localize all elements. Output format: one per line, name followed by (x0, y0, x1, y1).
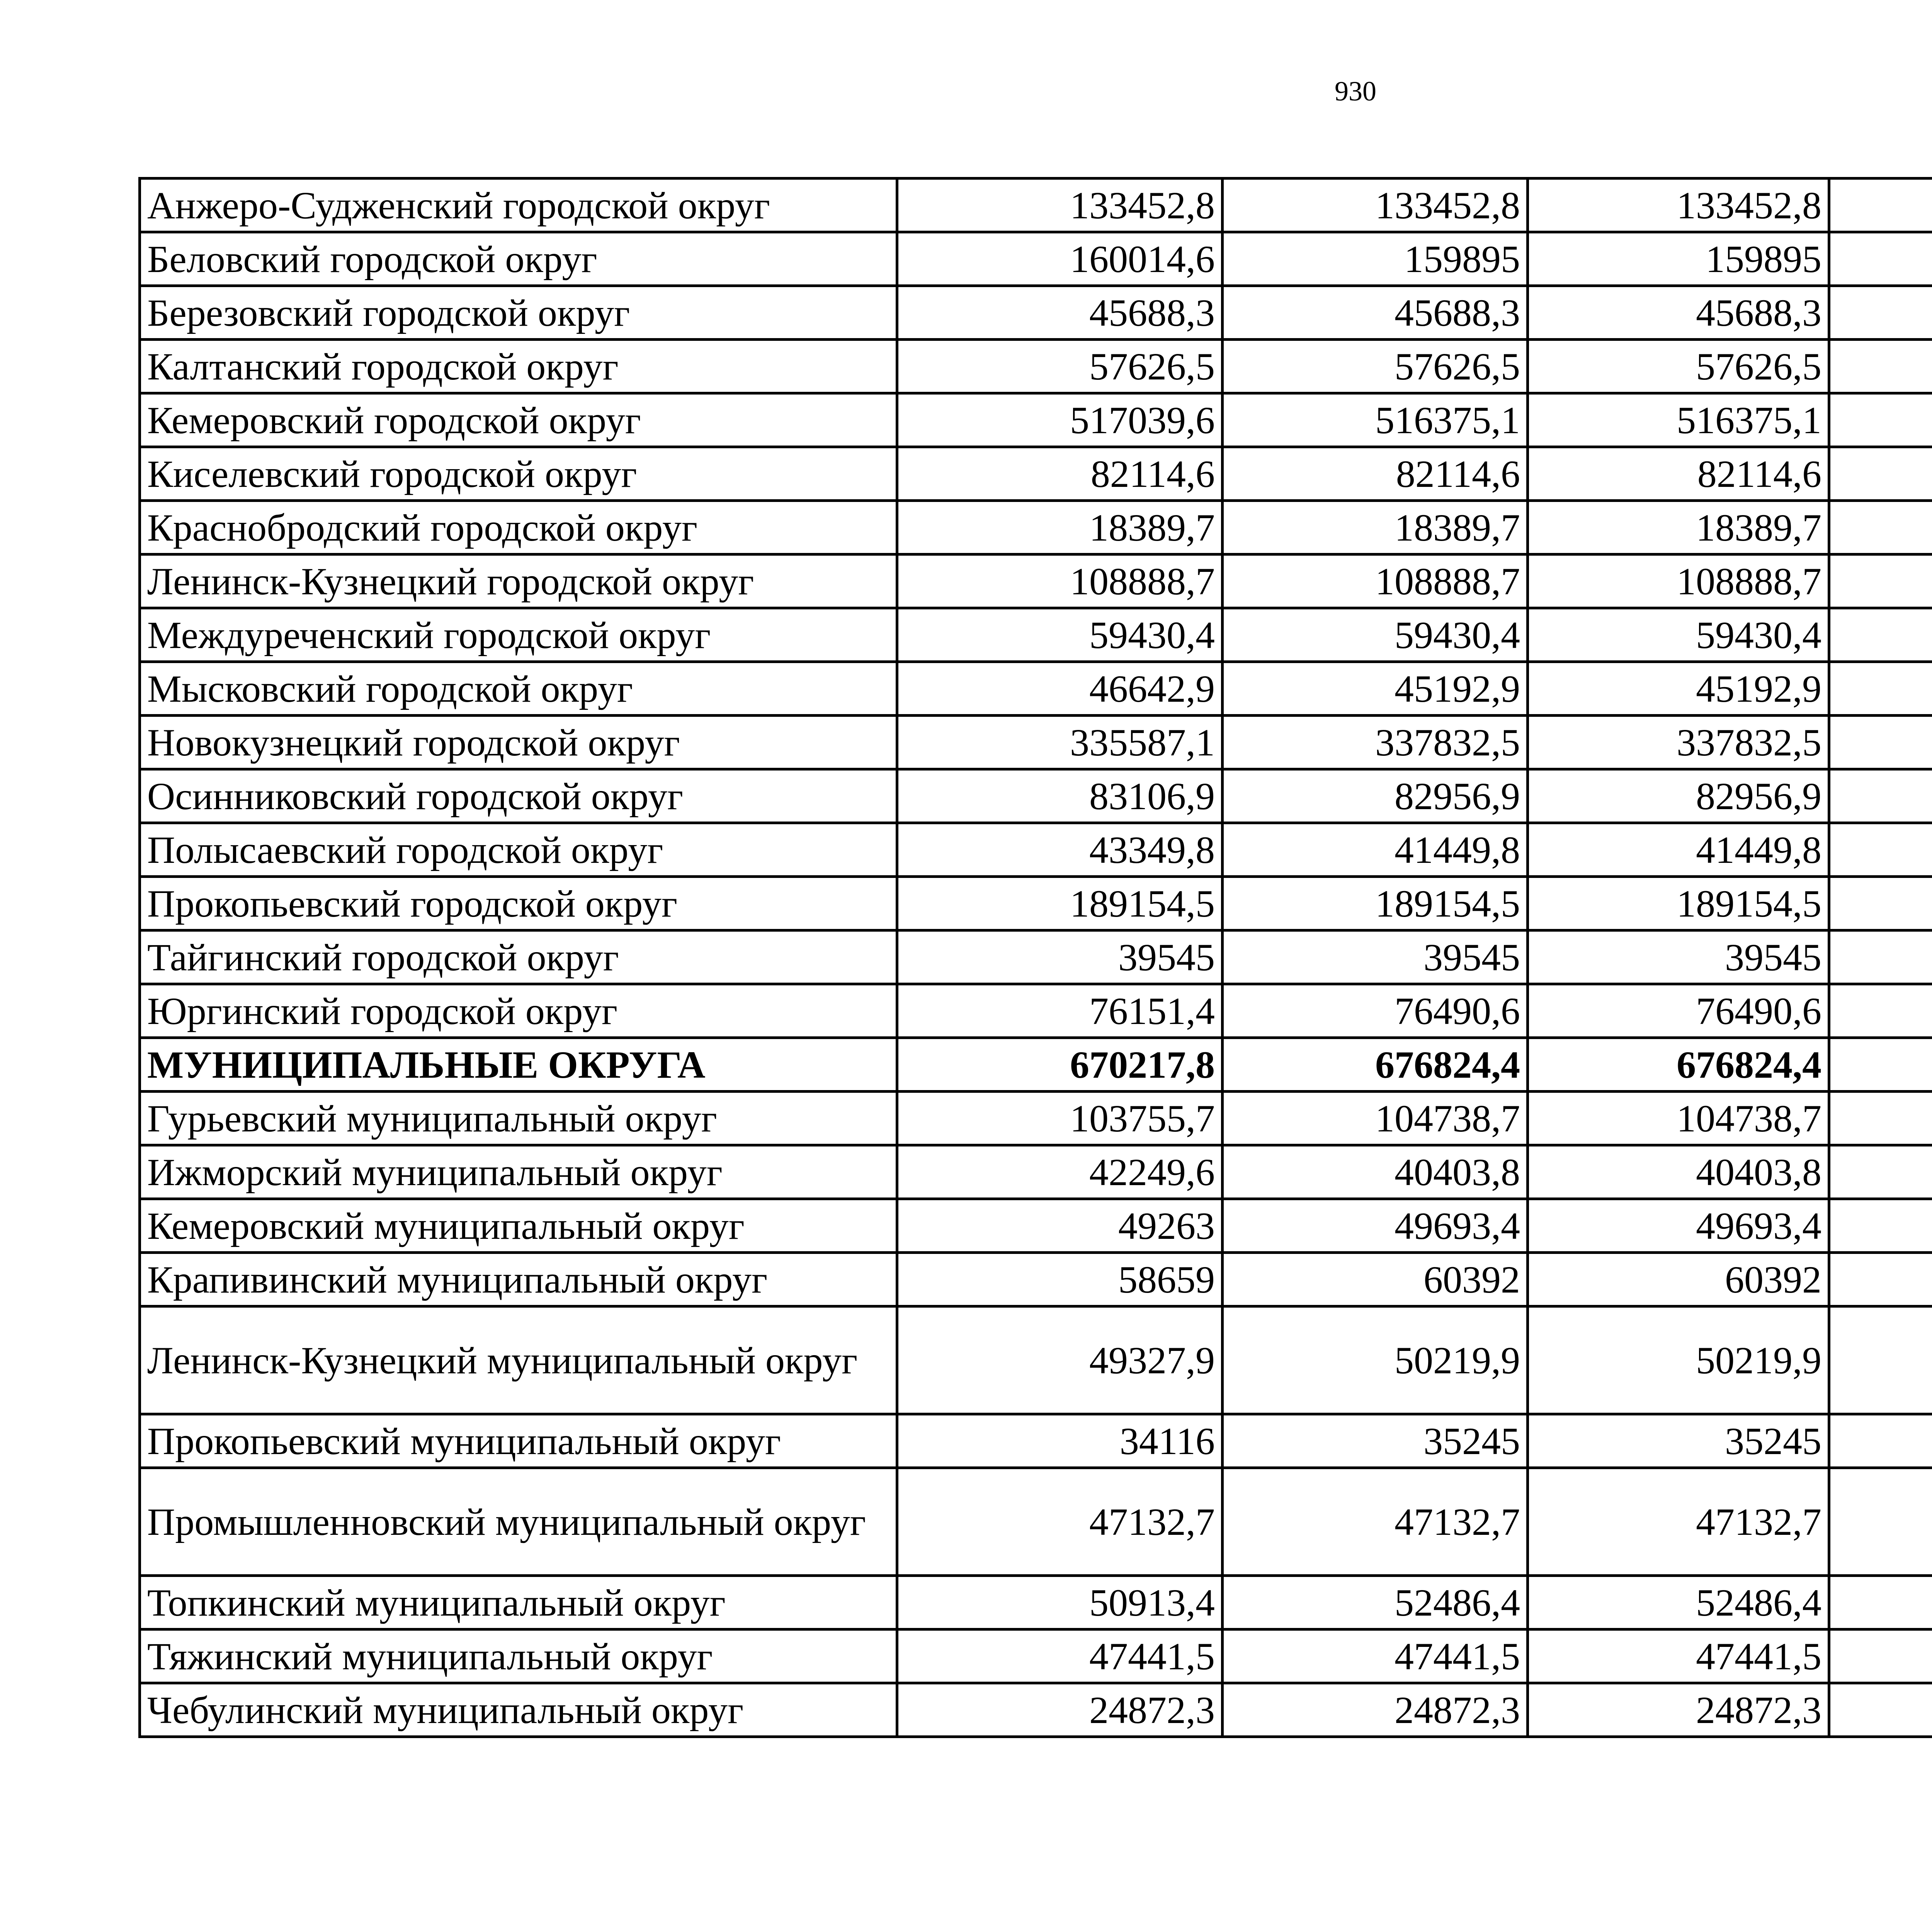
row-name-cell: Междуреченский городской округ (140, 608, 897, 662)
value-cell: 670217,8 (897, 1038, 1223, 1092)
table-row (140, 393, 1932, 447)
row-name-cell: Крапивинский муниципальный округ (140, 1253, 897, 1306)
row-name-cell: Юргинский городской округ (140, 984, 897, 1038)
value-cell: 59430,4 (1528, 608, 1829, 662)
value-cell: 82114,6 (1528, 447, 1829, 501)
value-cell: 49693,4 (1528, 1199, 1829, 1253)
row-name-cell: Топкинский муниципальный округ (140, 1576, 897, 1630)
value-cell (1829, 1092, 1932, 1145)
value-cell (1829, 716, 1932, 769)
budget-table (138, 177, 1932, 1738)
page-number: 930 (1335, 76, 1376, 107)
value-cell: 47441,5 (1528, 1630, 1829, 1683)
table-row (140, 662, 1932, 716)
value-cell: 676824,4 (1223, 1038, 1528, 1092)
table-row (140, 286, 1932, 340)
table-row (140, 823, 1932, 877)
value-cell: 60392 (1223, 1253, 1528, 1306)
row-name-cell: Березовский городской округ (140, 286, 897, 340)
value-cell: 39545 (1528, 930, 1829, 984)
value-cell: 159895 (1223, 232, 1528, 286)
value-cell: 57626,5 (897, 340, 1223, 393)
value-cell: 337832,5 (1528, 716, 1829, 769)
value-cell: 24872,3 (1223, 1683, 1528, 1737)
value-cell: 335587,1 (897, 716, 1223, 769)
row-name-cell: Гурьевский муниципальный округ (140, 1092, 897, 1145)
value-cell: 82956,9 (1528, 769, 1829, 823)
table-body (140, 179, 1932, 1737)
table-row (140, 608, 1932, 662)
row-name-cell: Тайгинский городской округ (140, 930, 897, 984)
table-row (140, 1092, 1932, 1145)
value-cell: 83106,9 (897, 769, 1223, 823)
value-cell: 40403,8 (1528, 1145, 1829, 1199)
table-row (140, 1414, 1932, 1468)
value-cell: 76490,6 (1223, 984, 1528, 1038)
value-cell: 45688,3 (897, 286, 1223, 340)
value-cell: 41449,8 (1223, 823, 1528, 877)
value-cell: 189154,5 (1528, 877, 1829, 930)
value-cell: 133452,8 (897, 179, 1223, 232)
value-cell: 82114,6 (1223, 447, 1528, 501)
row-name-cell: МУНИЦИПАЛЬНЫЕ ОКРУГА (140, 1038, 897, 1092)
value-cell: 24872,3 (897, 1683, 1223, 1737)
value-cell (1829, 1630, 1932, 1683)
value-cell (1829, 501, 1932, 555)
value-cell (1829, 1253, 1932, 1306)
value-cell (1829, 769, 1932, 823)
value-cell (1829, 447, 1932, 501)
value-cell: 133452,8 (1528, 179, 1829, 232)
table-row (140, 1253, 1932, 1306)
table-row (140, 1576, 1932, 1630)
value-cell (1829, 1306, 1932, 1414)
value-cell: 49327,9 (897, 1306, 1223, 1414)
value-cell: 160014,6 (897, 232, 1223, 286)
value-cell: 517039,6 (897, 393, 1223, 447)
value-cell: 42249,6 (897, 1145, 1223, 1199)
row-name-cell: Прокопьевский городской округ (140, 877, 897, 930)
value-cell (1829, 1038, 1932, 1092)
value-cell: 676824,4 (1528, 1038, 1829, 1092)
value-cell (1829, 179, 1932, 232)
value-cell (1829, 1145, 1932, 1199)
value-cell: 47132,7 (1528, 1468, 1829, 1576)
value-cell (1829, 1683, 1932, 1737)
value-cell: 52486,4 (1223, 1576, 1528, 1630)
value-cell: 47132,7 (897, 1468, 1223, 1576)
table-row (140, 716, 1932, 769)
table-row (140, 1038, 1932, 1092)
row-name-cell: Полысаевский городской округ (140, 823, 897, 877)
value-cell: 337832,5 (1223, 716, 1528, 769)
table-row (140, 1306, 1932, 1414)
value-cell: 108888,7 (1528, 555, 1829, 608)
value-cell: 39545 (1223, 930, 1528, 984)
value-cell: 46642,9 (897, 662, 1223, 716)
value-cell: 104738,7 (1528, 1092, 1829, 1145)
value-cell: 45688,3 (1528, 286, 1829, 340)
value-cell: 52486,4 (1528, 1576, 1829, 1630)
value-cell: 50913,4 (897, 1576, 1223, 1630)
value-cell: 133452,8 (1223, 179, 1528, 232)
value-cell: 45688,3 (1223, 286, 1528, 340)
value-cell (1829, 393, 1932, 447)
value-cell: 108888,7 (897, 555, 1223, 608)
table-row (140, 877, 1932, 930)
table-row (140, 930, 1932, 984)
value-cell: 35245 (1223, 1414, 1528, 1468)
table-row (140, 501, 1932, 555)
row-name-cell: Мысковский городской округ (140, 662, 897, 716)
value-cell (1829, 286, 1932, 340)
value-cell (1829, 232, 1932, 286)
value-cell (1829, 555, 1932, 608)
value-cell: 516375,1 (1528, 393, 1829, 447)
value-cell: 45192,9 (1528, 662, 1829, 716)
value-cell: 50219,9 (1223, 1306, 1528, 1414)
row-name-cell: Беловский городской округ (140, 232, 897, 286)
row-name-cell: Ленинск-Кузнецкий муниципальный округ (140, 1306, 897, 1414)
value-cell: 47441,5 (897, 1630, 1223, 1683)
table-row (140, 984, 1932, 1038)
table-row (140, 555, 1932, 608)
table-row (140, 447, 1932, 501)
table-row (140, 179, 1932, 232)
value-cell: 76490,6 (1528, 984, 1829, 1038)
value-cell: 189154,5 (897, 877, 1223, 930)
value-cell: 18389,7 (1223, 501, 1528, 555)
row-name-cell: Краснобродский городской округ (140, 501, 897, 555)
table-row (140, 769, 1932, 823)
table-row (140, 232, 1932, 286)
value-cell: 189154,5 (1223, 877, 1528, 930)
value-cell: 50219,9 (1528, 1306, 1829, 1414)
value-cell: 82114,6 (897, 447, 1223, 501)
value-cell: 57626,5 (1528, 340, 1829, 393)
value-cell: 516375,1 (1223, 393, 1528, 447)
row-name-cell: Ленинск-Кузнецкий городской округ (140, 555, 897, 608)
value-cell: 82956,9 (1223, 769, 1528, 823)
value-cell: 103755,7 (897, 1092, 1223, 1145)
value-cell: 45192,9 (1223, 662, 1528, 716)
row-name-cell: Тяжинский муниципальный округ (140, 1630, 897, 1683)
row-name-cell: Прокопьевский муниципальный округ (140, 1414, 897, 1468)
row-name-cell: Новокузнецкий городской округ (140, 716, 897, 769)
value-cell: 35245 (1528, 1414, 1829, 1468)
row-name-cell: Кемеровский муниципальный округ (140, 1199, 897, 1253)
value-cell: 47441,5 (1223, 1630, 1528, 1683)
value-cell: 34116 (897, 1414, 1223, 1468)
value-cell: 159895 (1528, 232, 1829, 286)
value-cell: 40403,8 (1223, 1145, 1528, 1199)
value-cell: 108888,7 (1223, 555, 1528, 608)
value-cell (1829, 608, 1932, 662)
value-cell (1829, 984, 1932, 1038)
table-row (140, 340, 1932, 393)
value-cell: 104738,7 (1223, 1092, 1528, 1145)
table-row (140, 1683, 1932, 1737)
row-name-cell: Калтанский городской округ (140, 340, 897, 393)
row-name-cell: Ижморский муниципальный округ (140, 1145, 897, 1199)
value-cell: 18389,7 (897, 501, 1223, 555)
row-name-cell: Киселевский городской округ (140, 447, 897, 501)
value-cell: 41449,8 (1528, 823, 1829, 877)
value-cell: 49693,4 (1223, 1199, 1528, 1253)
value-cell: 58659 (897, 1253, 1223, 1306)
value-cell: 59430,4 (1223, 608, 1528, 662)
value-cell (1829, 930, 1932, 984)
row-name-cell: Анжеро-Судженский городской округ (140, 179, 897, 232)
value-cell: 49263 (897, 1199, 1223, 1253)
table-row (140, 1145, 1932, 1199)
table-row (140, 1630, 1932, 1683)
row-name-cell: Промышленновский муниципальный округ (140, 1468, 897, 1576)
row-name-cell: Чебулинский муниципальный округ (140, 1683, 897, 1737)
row-name-cell: Осинниковский городской округ (140, 769, 897, 823)
value-cell: 39545 (897, 930, 1223, 984)
value-cell (1829, 877, 1932, 930)
value-cell (1829, 1576, 1932, 1630)
value-cell: 18389,7 (1528, 501, 1829, 555)
value-cell (1829, 340, 1932, 393)
value-cell: 60392 (1528, 1253, 1829, 1306)
row-name-cell: Кемеровский городской округ (140, 393, 897, 447)
value-cell: 76151,4 (897, 984, 1223, 1038)
value-cell (1829, 1414, 1932, 1468)
table-row (140, 1199, 1932, 1253)
value-cell: 57626,5 (1223, 340, 1528, 393)
value-cell: 43349,8 (897, 823, 1223, 877)
value-cell: 24872,3 (1528, 1683, 1829, 1737)
value-cell (1829, 823, 1932, 877)
value-cell: 47132,7 (1223, 1468, 1528, 1576)
value-cell (1829, 662, 1932, 716)
value-cell (1829, 1468, 1932, 1576)
value-cell (1829, 1199, 1932, 1253)
table-row (140, 1468, 1932, 1576)
value-cell: 59430,4 (897, 608, 1223, 662)
